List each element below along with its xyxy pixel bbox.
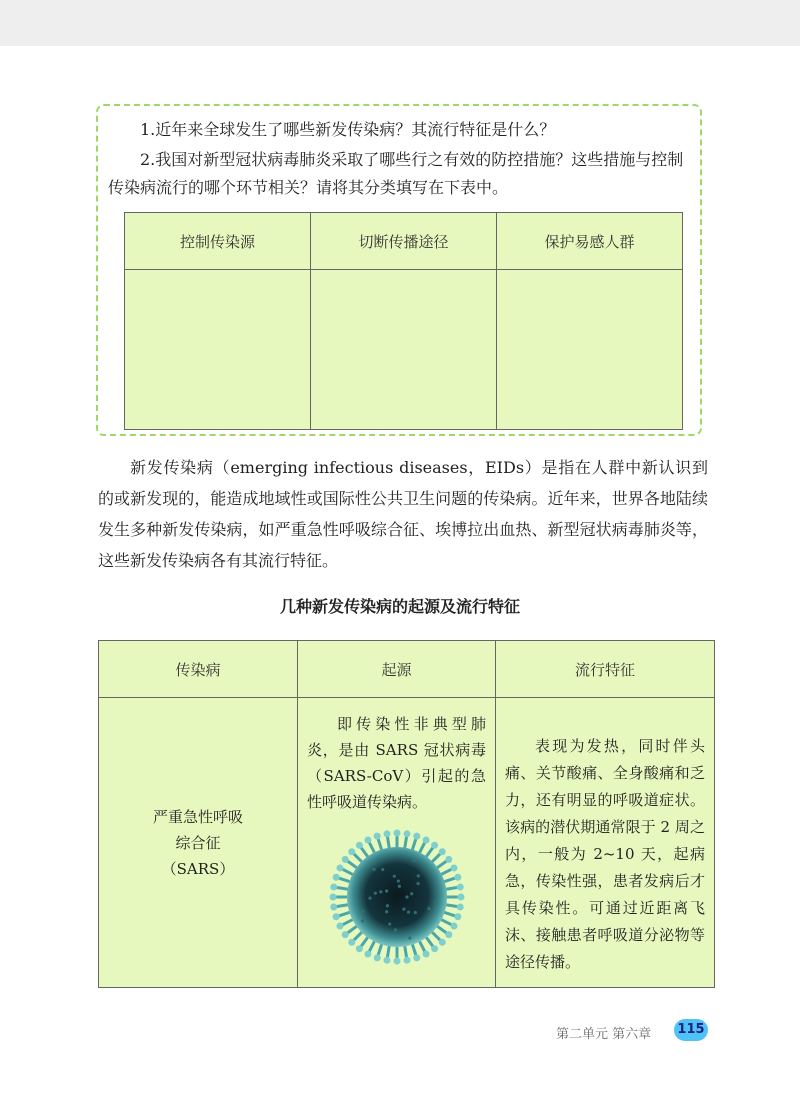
virus-surface-dot <box>385 889 388 892</box>
virus-illustration <box>299 829 494 969</box>
origin-text: 即传染性非典型肺炎，是由 SARS 冠状病毒（SARS-CoV）引起的急性呼吸道传染病。 <box>307 715 486 811</box>
page-number-badge: 115 <box>674 1019 708 1041</box>
virus-spike-tip <box>403 830 410 837</box>
virus-surface-dot <box>397 885 400 888</box>
header-control-source: 控制传染源 <box>125 213 311 270</box>
virus-surface-dot <box>361 910 364 913</box>
question-2: 2.我国对新型冠状病毒肺炎采取了哪些行之有效的防控措施？这些措施与控制传染病流行的哪个环节相关？请将其分类填写在下表中。 <box>108 150 684 197</box>
virus-spike-tip <box>431 842 438 849</box>
virus-surface-dot <box>434 901 437 904</box>
virus-surface-dot <box>385 910 388 913</box>
virus-spike-tip <box>438 848 445 855</box>
virus-spike-tip <box>348 939 355 946</box>
virus-spike-tip <box>454 913 461 920</box>
virus-surface-dot <box>385 904 388 907</box>
virus-surface-dot <box>393 928 396 931</box>
virus-spike-tip <box>355 842 362 849</box>
blank-cell-control-source <box>125 270 311 430</box>
virus-spike-tip <box>393 958 400 965</box>
disease-name-cell <box>99 698 298 988</box>
virus-surface-dot <box>406 910 409 913</box>
virus-spike-tip <box>413 833 420 840</box>
virus-spike-tip <box>330 883 337 890</box>
measures-table <box>124 212 683 430</box>
virus-surface-dot <box>416 882 419 885</box>
virus-surface-dot <box>427 907 430 910</box>
virus-spike-tip <box>341 931 348 938</box>
virus-surface-dot <box>402 908 405 911</box>
disease-name-line: 综合征 <box>175 833 221 852</box>
virus-surface-dot <box>381 868 384 871</box>
virus-spike-tip <box>373 954 380 961</box>
virus-spike-tip <box>383 830 390 837</box>
virus-spike-tip <box>445 856 452 863</box>
virus-spike-tip <box>329 894 336 901</box>
intro-paragraph: 新发传染病（emerging infectious diseases，EIDs）是指在人群中新认识到的或新发现的，能造成地域性或国际性公共卫生问题的传染病。近年来，世界各地陆续发生多种新发传染病，如严重急性呼吸综合征、埃博拉出血热、新型冠状病毒肺炎等，这些新发传染病各有其流行特征。 <box>98 458 708 570</box>
virus-spike-tip <box>403 957 410 964</box>
virus-surface-dot <box>405 895 408 898</box>
header-cut-transmission: 切断传播途径 <box>311 213 497 270</box>
virus-spike-tip <box>332 874 339 881</box>
virus-spike-tip <box>332 913 339 920</box>
virus-spike-tip <box>364 836 371 843</box>
virus-spike-tip <box>393 830 400 837</box>
blank-cell-cut-transmission <box>311 270 497 430</box>
virus-spike-tip <box>422 951 429 958</box>
virus-surface-dot <box>416 874 419 877</box>
virus-surface-dot <box>408 936 411 939</box>
virus-spike-tip <box>431 945 438 952</box>
virus-spike-tip <box>438 939 445 946</box>
question-1: 1.近年来全球发生了哪些新发传染病？其流行特征是什么？ <box>140 120 556 139</box>
virus-surface-dot <box>413 911 416 914</box>
virus-spike-tip <box>422 836 429 843</box>
header-disease: 传染病 <box>99 641 298 698</box>
virus-spike-tip <box>413 954 420 961</box>
virus-surface-dot <box>388 922 391 925</box>
virus-surface-dot <box>360 919 363 922</box>
header-features: 流行特征 <box>496 641 715 698</box>
coronavirus-image <box>329 829 465 965</box>
header-protect-susceptible: 保护易感人群 <box>497 213 683 270</box>
disease-name-line: （SARS） <box>161 859 235 878</box>
virus-spike-tip <box>456 904 463 911</box>
virus-spike-tip <box>330 904 337 911</box>
virus-spike-tip <box>355 945 362 952</box>
activity-box <box>96 104 702 436</box>
features-cell <box>496 698 715 988</box>
blank-cell-protect-susceptible <box>497 270 683 430</box>
virus-spike-tip <box>450 864 457 871</box>
virus-surface-dot <box>412 859 415 862</box>
features-text: 表现为发热，同时伴头痛、关节酸痛、全身酸痛和乏力，还有明显的呼吸道症状。该病的潜伏期通常限于 2 周之内，一般为 2~10 天，起病急，传染性强，患者发病后才具传染性。可通过近距离飞沫、接触患者呼吸道分泌物等途径传播。 <box>505 737 705 971</box>
virus-surface-dot <box>410 892 413 895</box>
virus-spike-tip <box>457 894 464 901</box>
page-top-band <box>0 0 800 46</box>
virus-spike-tip <box>450 923 457 930</box>
virus-surface-dot <box>372 868 375 871</box>
virus-spike-tip <box>364 951 371 958</box>
virus-surface-dot <box>396 879 399 882</box>
virus-spike-tip <box>336 864 343 871</box>
virus-surface-dot <box>373 892 376 895</box>
virus-surface-dot <box>379 890 382 893</box>
virus-spike-tip <box>456 883 463 890</box>
virus-spike-tip <box>383 957 390 964</box>
disease-name-line: 严重急性呼吸 <box>152 807 243 826</box>
virus-spike-tip <box>348 848 355 855</box>
virus-surface-dot <box>368 896 371 899</box>
origin-cell <box>298 698 496 988</box>
unit-chapter-label: 第二单元 第六章 <box>556 1027 652 1042</box>
virus-surface-dot <box>392 875 395 878</box>
table-row <box>99 698 715 988</box>
virus-spike-tip <box>454 874 461 881</box>
table-title: 几种新发传染病的起源及流行特征 <box>279 597 520 616</box>
virus-spike-tip <box>373 833 380 840</box>
header-origin: 起源 <box>298 641 496 698</box>
virus-spike-tip <box>341 856 348 863</box>
virus-spike-tip <box>336 923 343 930</box>
disease-table <box>98 640 715 988</box>
virus-spike-tip <box>445 931 452 938</box>
